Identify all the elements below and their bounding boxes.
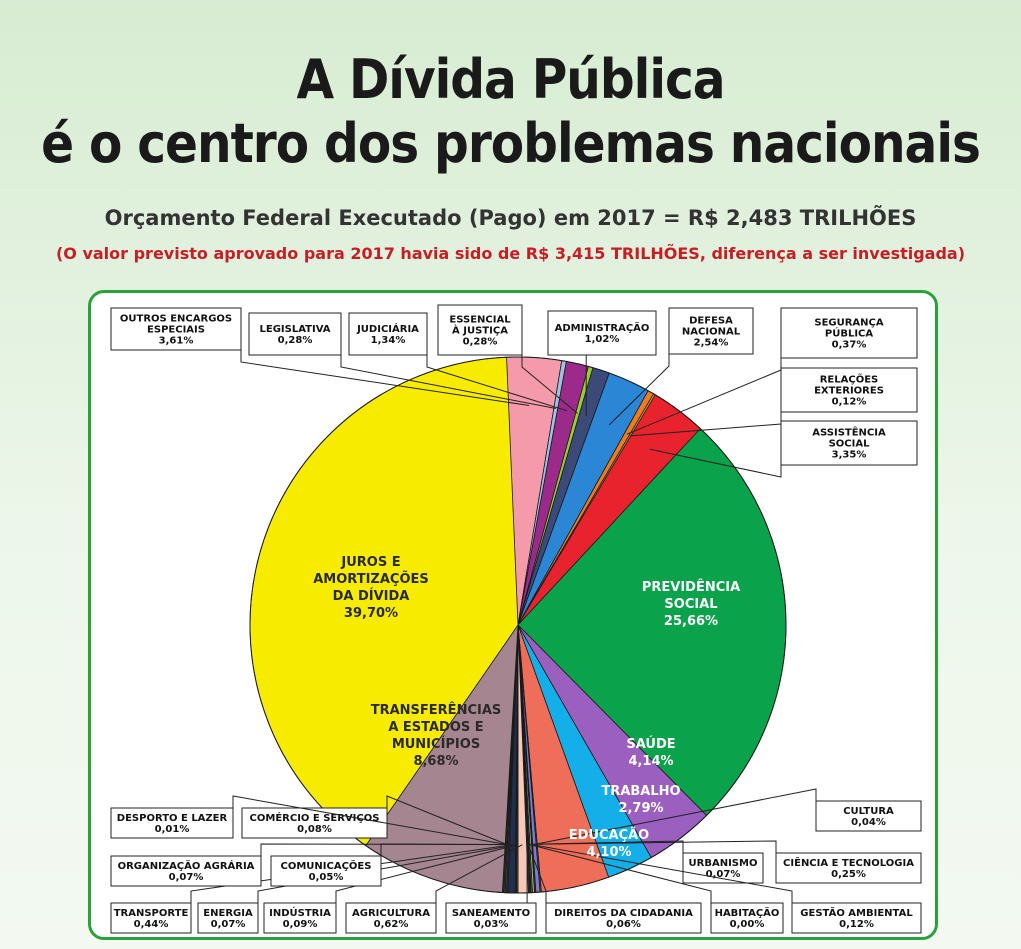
label-box-ciencia-e-tecnologia <box>776 853 921 883</box>
slice-value: 4,14% <box>628 754 674 769</box>
label-box-direitos-da-cidadania <box>546 903 701 933</box>
slice-label: SOCIAL <box>828 438 870 450</box>
slice-value: 8,68% <box>413 754 459 769</box>
slice-value: 0,25% <box>831 869 866 880</box>
slice-label: ASSISTÊNCIA <box>812 427 886 439</box>
budget-note: (O valor previsto aprovado para 2017 havia sido de R$ 3,415 TRILHÕES, diferença a ser investigada) <box>55 244 966 263</box>
page-subtitle: Orçamento Federal Executado (Pago) em 2017 = R$ 2,483 TRILHÕES <box>104 206 917 230</box>
slice-label: ESPECIAIS <box>147 324 205 336</box>
slice-value: 2,54% <box>693 337 729 349</box>
label-box-defesa-nacional <box>669 308 753 354</box>
slice-label: ESSENCIAL <box>449 314 511 326</box>
slice-label: COMUNICAÇÕES <box>280 861 372 872</box>
slice-label: NACIONAL <box>681 326 741 338</box>
slice-value: 4,10% <box>586 845 632 860</box>
slice-label: JUDICIÁRIA <box>357 324 419 335</box>
slice-label: DESPORTO E LAZER <box>116 813 228 824</box>
slice-label: À JUSTIÇA <box>452 325 508 337</box>
slice-value: 0,04% <box>851 817 886 828</box>
slice-value: 0,08% <box>297 824 332 835</box>
slice-label: EXTERIORES <box>814 385 884 397</box>
slice-value: 0,07% <box>210 919 246 930</box>
label-box-administracao <box>548 311 656 355</box>
slice-label: JUROS E <box>341 555 401 570</box>
slice-label: SAÚDE <box>626 737 676 752</box>
slice-label: TRANSPORTE <box>113 908 189 919</box>
page-title-line-2: é o centro dos problemas nacionais <box>41 112 980 175</box>
slice-label: AGRICULTURA <box>352 908 430 919</box>
label-box-organizacao-agraria <box>111 856 261 886</box>
slice-value: 0,07% <box>168 872 204 883</box>
slice-value: 0,12% <box>831 396 867 408</box>
slice-label: DIREITOS DA CIDADANIA <box>554 908 693 919</box>
slice-label: AMORTIZAÇÕES <box>313 572 429 587</box>
label-box-cultura <box>816 801 921 831</box>
slice-value: 0,09% <box>282 919 318 930</box>
slice-label: PÚBLICA <box>824 328 874 340</box>
slice-label: SEGURANÇA <box>814 317 884 329</box>
slice-label: DEFESA <box>689 315 733 327</box>
slice-label: CIÊNCIA E TECNOLOGIA <box>783 858 914 869</box>
slice-value: 1,02% <box>584 334 620 345</box>
label-box-gestao-ambiental <box>792 903 921 933</box>
slice-value: 25,66% <box>663 614 719 629</box>
label-box-desporto-e-lazer <box>111 808 233 838</box>
slice-label: COMÉRCIO E SERVIÇOS <box>249 813 380 824</box>
chart-panel <box>88 290 938 940</box>
label-box-comunicacoes <box>271 856 381 886</box>
label-box-energia <box>198 903 258 933</box>
label-box-transporte <box>111 903 191 933</box>
slice-label: INDÚSTRIA <box>269 908 331 919</box>
slice-label: LEGISLATIVA <box>259 324 331 335</box>
label-box-seguranca-publica <box>781 308 917 358</box>
slice-label: HABITAÇÃO <box>714 908 780 919</box>
slice-label: ENERGIA <box>203 908 253 919</box>
slice-value: 0,03% <box>473 919 509 930</box>
slice-label: TRANSFERÊNCIAS <box>370 703 502 718</box>
slice-value: 39,70% <box>343 606 399 621</box>
slice-value: 0,28% <box>462 336 498 348</box>
slice-value: 0,37% <box>831 339 867 351</box>
page-title-line-1: A Dívida Pública <box>296 48 725 111</box>
label-box-comercio-e-servicos <box>242 808 387 838</box>
slice-label: GESTÃO AMBIENTAL <box>800 908 913 919</box>
label-box-judiciaria <box>349 313 427 355</box>
slice-value: 0,06% <box>606 919 641 930</box>
slice-label: A ESTADOS E <box>388 720 484 735</box>
slice-label: MUNICÍPIOS <box>391 737 481 752</box>
label-box-essencial-a-justica <box>438 305 522 355</box>
label-box-assistencia-social <box>781 421 917 465</box>
slice-value: 1,34% <box>370 335 406 346</box>
slice-label: TRABALHO <box>601 784 681 799</box>
slice-label: ORGANIZAÇÃO AGRÁRIA <box>117 861 255 872</box>
label-box-outros-encargos-especiais <box>111 308 241 350</box>
slice-label: EDUCAÇÃO <box>568 828 650 843</box>
pie-chart <box>91 293 941 943</box>
slice-value: 0,07% <box>705 869 741 880</box>
slice-value: 0,28% <box>277 335 313 346</box>
label-box-habitacao <box>711 903 783 933</box>
label-box-saneamento <box>446 903 536 933</box>
label-box-industria <box>264 903 336 933</box>
slice-value: 2,79% <box>618 801 664 816</box>
slice-value: 0,05% <box>308 872 344 883</box>
slice-label: ADMINISTRAÇÃO <box>554 323 650 334</box>
slice-label: SOCIAL <box>664 597 718 612</box>
label-box-relacoes-exteriores <box>781 368 917 412</box>
slice-label: RELAÇÕES <box>819 374 879 386</box>
label-box-legislativa <box>249 313 341 355</box>
slice-label: PREVIDÊNCIA <box>641 580 741 595</box>
slice-label: URBANISMO <box>688 858 758 869</box>
slice-value: 3,61% <box>158 335 194 347</box>
slice-value: 0,62% <box>373 919 409 930</box>
slice-label: SANEAMENTO <box>451 908 531 919</box>
slice-label: OUTROS ENCARGOS <box>119 313 233 325</box>
slice-label: CULTURA <box>843 806 894 817</box>
slice-value: 0,12% <box>839 919 874 930</box>
slice-label: DA DÍVIDA <box>332 589 410 604</box>
label-box-agricultura <box>346 903 436 933</box>
slice-value: 0,44% <box>133 919 169 930</box>
slice-value: 0,00% <box>729 919 765 930</box>
slice-value: 0,01% <box>154 824 190 835</box>
slice-value: 3,35% <box>831 449 867 461</box>
